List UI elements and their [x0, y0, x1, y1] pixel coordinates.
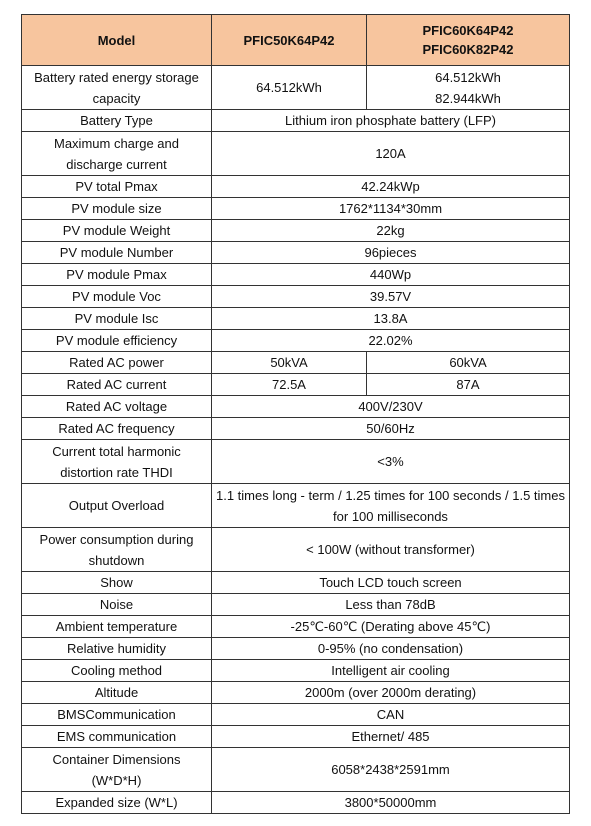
- row-label: Show: [22, 572, 212, 594]
- table-row: [22, 528, 570, 572]
- row-value: 400V/230V: [212, 396, 570, 418]
- row-value: CAN: [212, 704, 570, 726]
- row-label: PV module Weight: [22, 220, 212, 242]
- row-value: 22kg: [212, 220, 570, 242]
- row-value: 50kVA: [212, 352, 367, 374]
- table-row: [22, 638, 570, 660]
- row-label: Battery Type: [22, 110, 212, 132]
- row-value: 72.5A: [212, 374, 367, 396]
- row-value: [367, 66, 570, 110]
- table-row: [22, 440, 570, 484]
- row-value: Lithium iron phosphate battery (LFP): [212, 110, 570, 132]
- row-label: Cooling method: [22, 660, 212, 682]
- row-value: 1762*1134*30mm: [212, 198, 570, 220]
- table-row: [22, 418, 570, 440]
- model-col1-header: PFIC50K64P42: [212, 15, 367, 66]
- row-value: Touch LCD touch screen: [212, 572, 570, 594]
- spec-table: [21, 14, 570, 814]
- row-value: 0-95% (no condensation): [212, 638, 570, 660]
- table-row: [22, 264, 570, 286]
- row-label: Ambient temperature: [22, 616, 212, 638]
- table-row: [22, 594, 570, 616]
- table-row: [22, 220, 570, 242]
- table-row: [22, 198, 570, 220]
- row-value: 1.1 times long - term / 1.25 times for 100 seconds / 1.5 times for 100 milliseconds: [212, 484, 570, 528]
- row-value: 60kVA: [367, 352, 570, 374]
- row-value: 64.512kWh: [212, 66, 367, 110]
- row-label: PV module size: [22, 198, 212, 220]
- model-col2-line2: PFIC60K82P42: [422, 42, 514, 57]
- header-row: [22, 15, 570, 66]
- row-value: 2000m (over 2000m derating): [212, 682, 570, 704]
- row-label: Maximum charge and discharge current: [22, 132, 212, 176]
- row-label: Container Dimensions (W*D*H): [22, 748, 212, 792]
- table-row: [22, 616, 570, 638]
- table-row: [22, 286, 570, 308]
- row-label: Expanded size (W*L): [22, 792, 212, 814]
- row-label: PV module efficiency: [22, 330, 212, 352]
- table-row: [22, 176, 570, 198]
- table-row: [22, 726, 570, 748]
- row-value: 87A: [367, 374, 570, 396]
- row-label: Power consumption during shutdown: [22, 528, 212, 572]
- model-col2-header: [367, 15, 570, 66]
- row-label: PV module Pmax: [22, 264, 212, 286]
- table-row: [22, 352, 570, 374]
- row-label: Output Overload: [22, 484, 212, 528]
- row-label: EMS communication: [22, 726, 212, 748]
- table-row: [22, 660, 570, 682]
- row-value: 50/60Hz: [212, 418, 570, 440]
- model-header: Model: [22, 15, 212, 66]
- row-label: Rated AC voltage: [22, 396, 212, 418]
- row-label: Battery rated energy storage capacity: [22, 66, 212, 110]
- row-value: <3%: [212, 440, 570, 484]
- row-value-line2: 82.944kWh: [435, 90, 501, 106]
- row-label: PV module Voc: [22, 286, 212, 308]
- table-row: [22, 682, 570, 704]
- row-value: 6058*2438*2591mm: [212, 748, 570, 792]
- row-value: 39.57V: [212, 286, 570, 308]
- row-value: Intelligent air cooling: [212, 660, 570, 682]
- row-value: 22.02%: [212, 330, 570, 352]
- row-label: Altitude: [22, 682, 212, 704]
- row-label: PV total Pmax: [22, 176, 212, 198]
- row-label: Rated AC frequency: [22, 418, 212, 440]
- row-value: 440Wp: [212, 264, 570, 286]
- row-value: Ethernet/ 485: [212, 726, 570, 748]
- row-label: Noise: [22, 594, 212, 616]
- table-row: [22, 704, 570, 726]
- row-value: 13.8A: [212, 308, 570, 330]
- row-value: 120A: [212, 132, 570, 176]
- table-row: [22, 748, 570, 792]
- row-label: Rated AC current: [22, 374, 212, 396]
- table-row: [22, 374, 570, 396]
- table-row: [22, 330, 570, 352]
- row-label: Current total harmonic distortion rate THDI: [22, 440, 212, 484]
- row-value: 3800*50000mm: [212, 792, 570, 814]
- row-value-line1: 64.512kWh: [435, 69, 501, 85]
- table-row: [22, 66, 570, 110]
- table-row: [22, 484, 570, 528]
- table-row: [22, 792, 570, 814]
- row-value: -25℃-60℃ (Derating above 45℃): [212, 616, 570, 638]
- row-label: Relative humidity: [22, 638, 212, 660]
- row-value: 96pieces: [212, 242, 570, 264]
- row-label: PV module Number: [22, 242, 212, 264]
- table-row: [22, 396, 570, 418]
- table-row: [22, 242, 570, 264]
- row-label: Rated AC power: [22, 352, 212, 374]
- table-row: [22, 572, 570, 594]
- row-label: BMSCommunication: [22, 704, 212, 726]
- row-value: < 100W (without transformer): [212, 528, 570, 572]
- table-row: [22, 132, 570, 176]
- model-col2-line1: PFIC60K64P42: [422, 23, 514, 38]
- row-value: Less than 78dB: [212, 594, 570, 616]
- table-row: [22, 308, 570, 330]
- row-value: 42.24kWp: [212, 176, 570, 198]
- row-label: PV module Isc: [22, 308, 212, 330]
- table-row: [22, 110, 570, 132]
